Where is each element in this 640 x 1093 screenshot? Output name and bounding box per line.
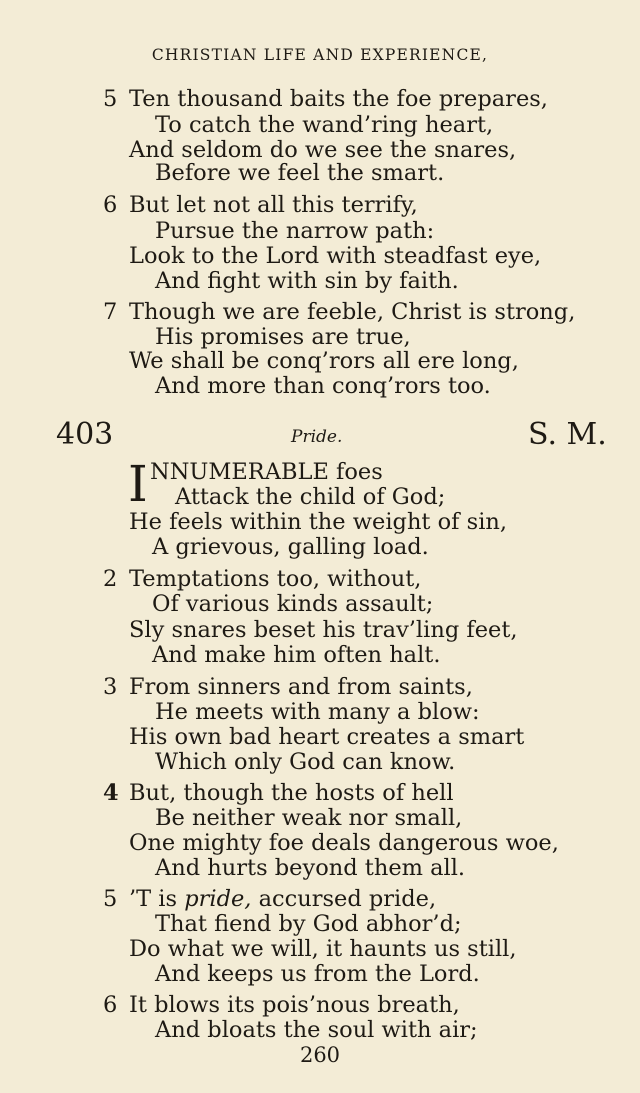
verse-line: And fight with sin by faith. [155,268,459,294]
verse-line: Though we are feeble, Christ is strong, [129,299,576,325]
verse-line: But, though the hosts of hell [129,780,454,806]
verse-line: His own bad heart creates a smart [129,724,525,750]
stanza-number: 5 [103,886,118,912]
verse-line: Which only God can know. [155,749,456,775]
hymn-meter: S. M. [528,417,607,452]
verse-line: And keeps us from the Lord. [155,961,480,987]
page-number: 260 [299,1043,341,1067]
verse-line: And make him often halt. [152,642,441,668]
verse-line: And seldom do we see the snares, [129,137,517,163]
verse-line: It blows its pois’nous breath, [129,992,460,1018]
verse-line [129,886,436,912]
verse-line: To catch the wand’ring heart, [155,112,494,138]
stanza-number: 5 [103,86,118,112]
verse-text: accursed pride, [251,886,437,912]
verse-line: That fiend by God abhor’d; [155,911,462,937]
verse-line: Be neither weak nor small, [155,805,463,831]
italic-word: pride, [184,886,252,912]
verse-line: And more than conq’rors too. [155,373,491,399]
verse-line: Temptations too, without, [129,566,422,592]
verse-line: Pursue the narrow path: [155,218,435,244]
stanza-number: 3 [103,674,118,700]
stanza-number: 7 [103,299,118,325]
verse-line: His promises are true, [155,324,411,350]
hymn-number: 403 [56,417,114,452]
verse-line: NNUMERABLE foes [150,459,383,485]
drop-cap: I [128,455,148,513]
verse-line: Sly snares beset his trav’ling feet, [129,617,518,643]
verse-text: ’T is [129,886,185,912]
verse-line: He meets with many a blow: [155,699,480,725]
hymn-title: Pride. [291,427,343,447]
verse-line: Do what we will, it haunts us still, [129,936,517,962]
verse-line: One mighty foe deals dangerous woe, [129,830,559,856]
running-head: CHRISTIAN LIFE AND EXPERIENCE, [151,46,489,64]
stanza-number: 6 [103,192,118,218]
verse-line: And hurts beyond them all. [155,855,466,881]
verse-line: And bloats the soul with air; [155,1017,478,1043]
verse-line: Ten thousand baits the foe prepares, [129,86,548,112]
verse-line: Of various kinds assault; [152,591,434,617]
verse-line: Before we feel the smart. [155,160,445,186]
verse-line: He feels within the weight of sin, [129,509,508,535]
verse-line: Attack the child of God; [175,484,446,510]
verse-line: But let not all this terrify, [129,192,418,218]
verse-line: Look to the Lord with steadfast eye, [129,243,542,269]
stanza-number: 6 [103,992,118,1018]
verse-line: We shall be conq’rors all ere long, [129,348,519,374]
stanza-number: 2 [103,566,118,592]
verse-line: A grievous, galling load. [152,534,429,560]
verse-line: From sinners and from saints, [129,674,473,700]
stanza-number: 4 [103,780,119,806]
